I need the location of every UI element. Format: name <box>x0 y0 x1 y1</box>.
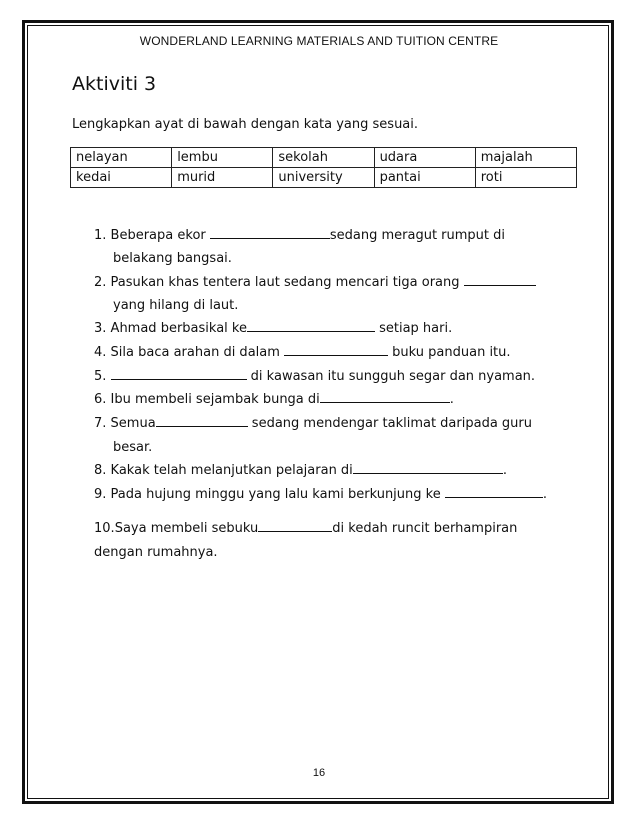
word-cell: pantai <box>374 168 475 188</box>
question-text-before: Pasukan khas tentera laut sedang mencari tiga orang <box>110 275 464 290</box>
question-text-after: . <box>449 392 454 407</box>
question-number: 2. <box>94 275 107 290</box>
question-text-before: Ibu membeli sejambak bunga di <box>110 392 320 407</box>
question-text-after: di kedah runcit berhampiran <box>332 521 518 536</box>
question-7 <box>94 416 532 431</box>
question-6 <box>94 392 454 407</box>
question-number: 5. <box>94 369 107 384</box>
word-cell: lembu <box>172 148 273 168</box>
activity-title: Aktiviti 3 <box>72 73 157 95</box>
question-text-before: Kakak telah melanjutkan pelajaran di <box>110 463 353 478</box>
question-text-after: . <box>542 487 547 502</box>
question-number: 1. <box>94 228 107 243</box>
question-text-before: Sila baca arahan di dalam <box>110 345 285 360</box>
question-text-before: Saya membeli sebuku <box>114 521 259 536</box>
question-text-after: setiap hari. <box>374 321 453 336</box>
question-8 <box>94 463 507 478</box>
word-bank-table <box>70 147 577 188</box>
word-cell: kedai <box>71 168 172 188</box>
word-bank-row <box>71 168 577 188</box>
page-number: 16 <box>312 767 326 779</box>
answer-blank[interactable] <box>247 330 375 332</box>
question-number: 4. <box>94 345 107 360</box>
question-number: 10. <box>94 521 115 536</box>
word-cell: university <box>273 168 374 188</box>
question-1 <box>94 228 505 243</box>
word-cell: majalah <box>475 148 576 168</box>
answer-blank[interactable] <box>210 237 330 239</box>
answer-blank[interactable] <box>353 472 503 474</box>
question-text-after: . <box>502 463 507 478</box>
question-number: 8. <box>94 463 107 478</box>
answer-blank[interactable] <box>258 530 332 532</box>
answer-blank[interactable] <box>156 425 248 427</box>
page-border-inner <box>27 25 609 799</box>
question-5 <box>94 369 535 384</box>
question-text-after: sedang mendengar taklimat daripada guru <box>247 416 532 431</box>
answer-blank[interactable] <box>320 401 450 403</box>
question-7-continuation: besar. <box>113 440 153 455</box>
question-text-before: Ahmad berbasikal ke <box>110 321 247 336</box>
question-10-continuation: dengan rumahnya. <box>94 545 218 560</box>
word-cell: murid <box>172 168 273 188</box>
question-number: 7. <box>94 416 107 431</box>
question-text-before: Beberapa ekor <box>110 228 210 243</box>
question-number: 6. <box>94 392 107 407</box>
question-text-after: di kawasan itu sungguh segar dan nyaman. <box>246 369 536 384</box>
question-3 <box>94 321 452 336</box>
question-text-before: Semua <box>110 416 156 431</box>
question-number: 3. <box>94 321 107 336</box>
word-bank-row <box>71 148 577 168</box>
answer-blank[interactable] <box>464 284 536 286</box>
question-2-continuation: yang hilang di laut. <box>113 298 239 313</box>
instruction-text: Lengkapkan ayat di bawah dengan kata yang sesuai. <box>72 117 419 132</box>
answer-blank[interactable] <box>445 496 543 498</box>
question-2 <box>94 275 536 290</box>
word-cell: nelayan <box>71 148 172 168</box>
answer-blank[interactable] <box>284 354 388 356</box>
centre-header: WONDERLAND LEARNING MATERIALS AND TUITION CENTRE <box>139 34 499 48</box>
word-cell: roti <box>475 168 576 188</box>
word-cell: sekolah <box>273 148 374 168</box>
question-1-continuation: belakang bangsai. <box>113 251 232 266</box>
question-text-after: sedang meragut rumput di <box>329 228 506 243</box>
question-number: 9. <box>94 487 107 502</box>
question-text-before: Pada hujung minggu yang lalu kami berkunjung ke <box>110 487 445 502</box>
question-4 <box>94 345 511 360</box>
question-9 <box>94 487 547 502</box>
word-cell: udara <box>374 148 475 168</box>
answer-blank[interactable] <box>111 378 247 380</box>
question-10 <box>94 521 517 536</box>
question-text-after: buku panduan itu. <box>388 345 511 360</box>
